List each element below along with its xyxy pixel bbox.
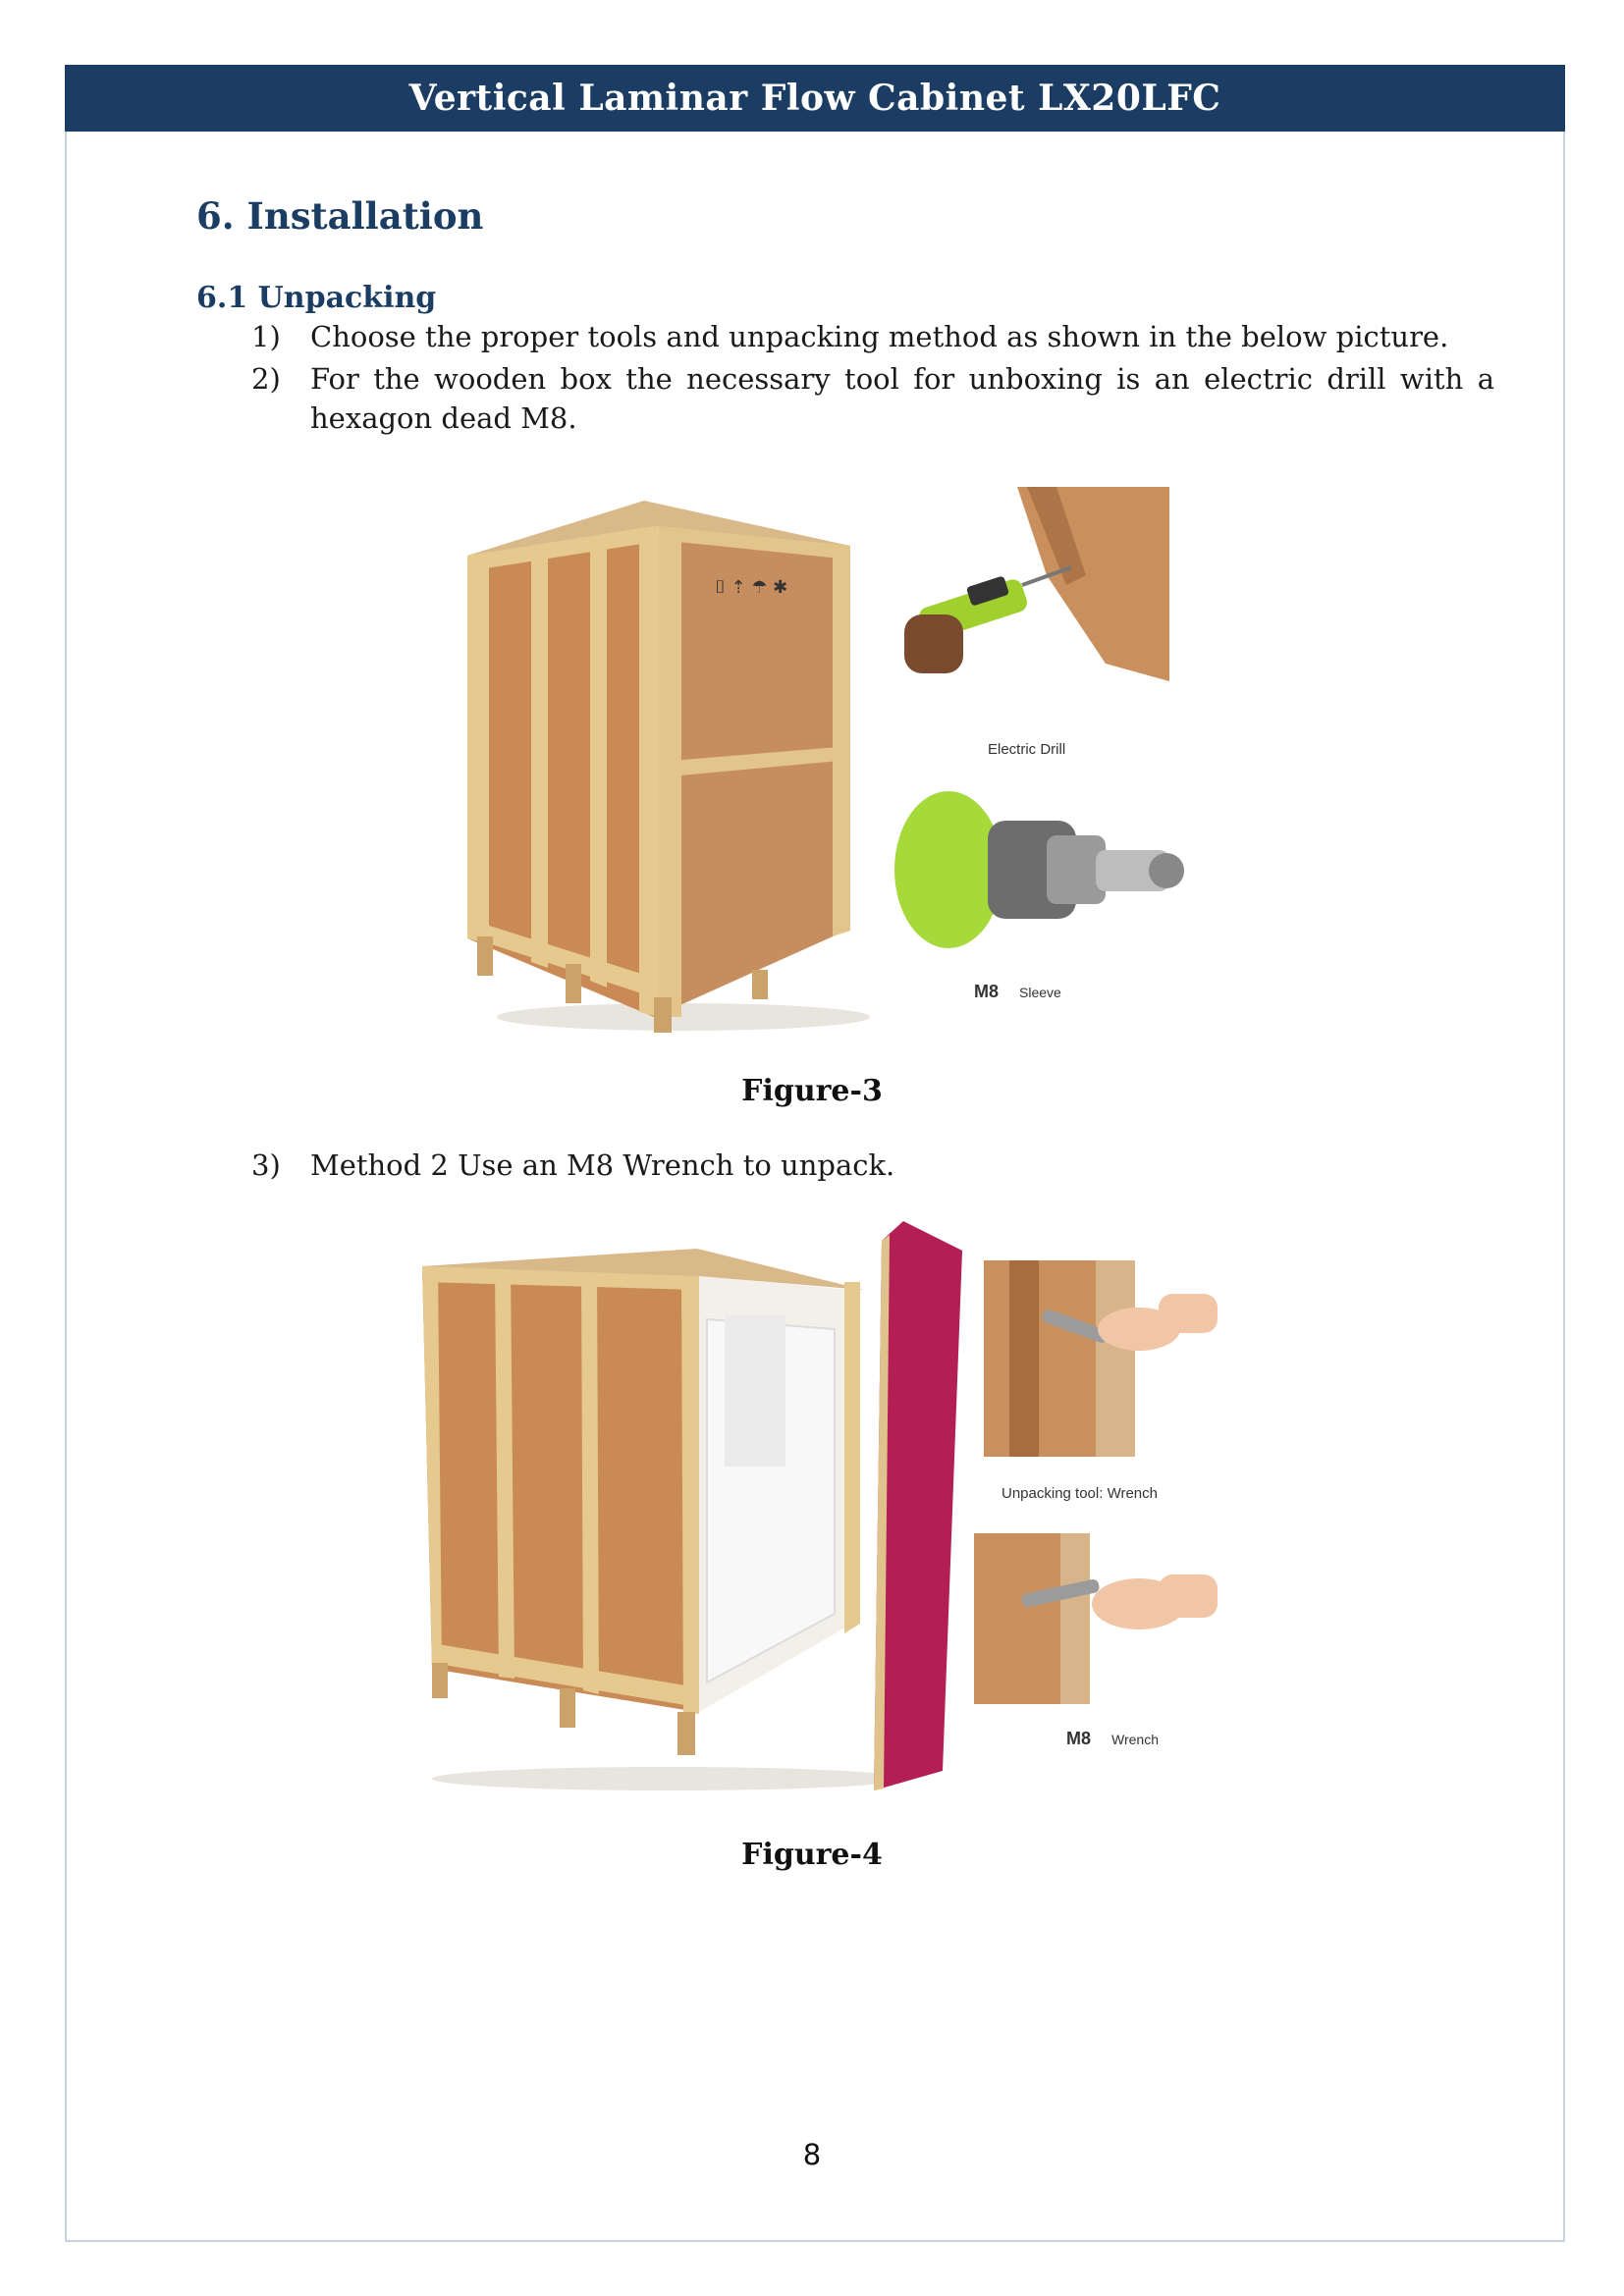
list-number: 2) [251,362,281,396]
list-item [251,1148,1494,1182]
subsection-heading: 6.1 Unpacking [196,281,437,315]
list-number: 3) [251,1148,281,1182]
wrench-label: Wrench [1111,1732,1159,1747]
figure-4-caption: Figure-4 [741,1838,883,1872]
document-title: Vertical Laminar Flow Cabinet LX20LFC [408,78,1221,119]
figure-3-image [458,487,1184,1037]
list-text: Choose the proper tools and unpacking method as shown in the below picture. [310,320,1449,353]
list-number: 1) [251,320,281,353]
tool-label: Unpacking tool: Wrench [1001,1485,1158,1502]
document-header [65,65,1565,132]
list-item [251,359,1494,438]
sleeve-label: Sleeve [1019,985,1061,1000]
drill-label: Electric Drill [988,741,1066,758]
sleeve-size-label: M8 [974,982,1000,1001]
figure-3-caption: Figure-3 [741,1074,883,1108]
list-text: For the wooden box the necessary tool for unboxing is an electric drill with a hexagon dead M8. [310,362,1494,435]
figure-4-image [412,1221,1218,1790]
page-number: 8 [802,2138,822,2171]
list-text: Method 2 Use an M8 Wrench to unpack. [310,1148,895,1182]
list-item [251,320,1494,353]
svg-text:⌷ ⇡ ☂ ✱: ⌷ ⇡ ☂ ✱ [715,577,788,598]
wrench-size-label: M8 [1066,1729,1092,1748]
section-heading: 6. Installation [196,194,484,238]
